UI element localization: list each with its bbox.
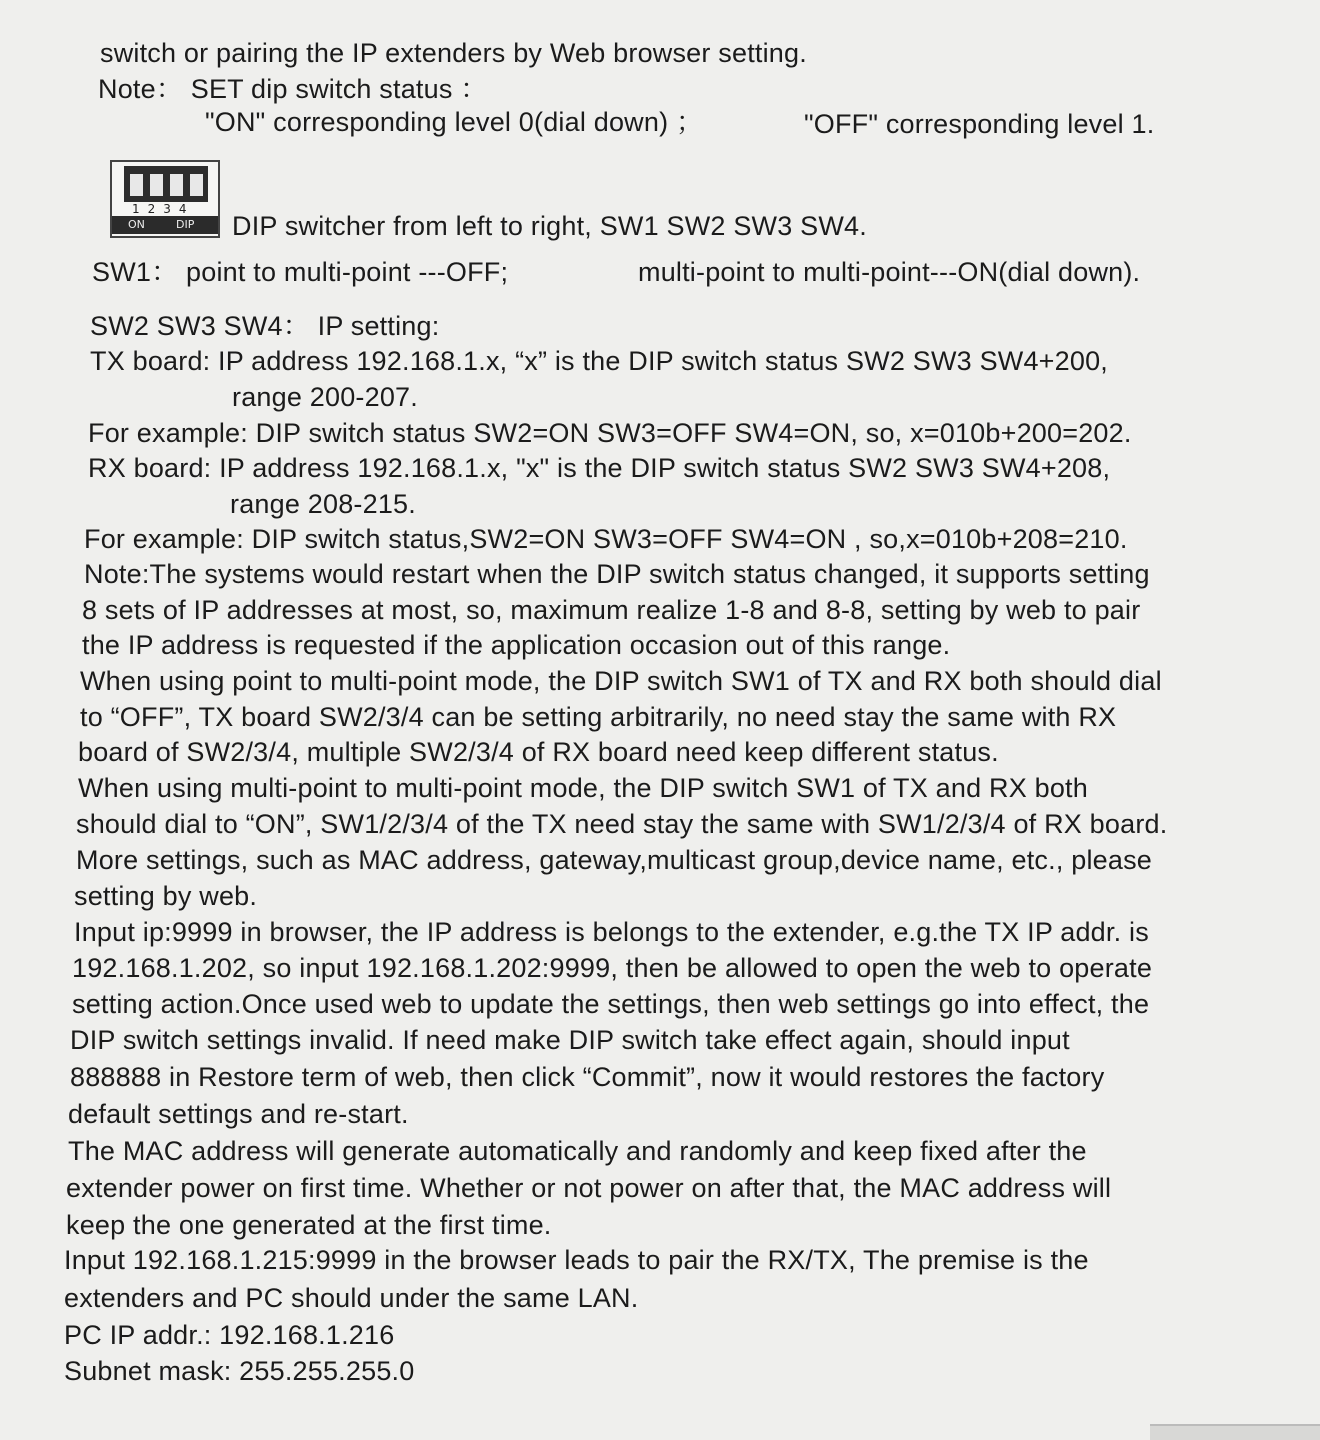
text-line: Subnet mask: 255.255.255.0	[64, 1356, 415, 1386]
dip-switch-3	[170, 174, 183, 196]
text-line: default settings and re-start.	[68, 1099, 409, 1129]
text-line: DIP switcher from left to right, SW1 SW2 SW3 SW4.	[232, 211, 867, 241]
text-line: range 200-207.	[232, 382, 418, 412]
dip-on-label: ON	[128, 218, 145, 231]
text-line: When using multi-point to multi-point mode, the DIP switch SW1 of TX and RX both	[78, 773, 1088, 803]
dip-switch-4	[190, 174, 203, 196]
dip-numbers: 1234	[132, 202, 195, 216]
dip-switch-image	[110, 160, 220, 238]
text-line: "ON" corresponding level 0(dial down) ；	[205, 107, 704, 137]
text-line: The MAC address will generate automatically and randomly and keep fixed after the	[68, 1136, 1087, 1166]
text-line: Note： SET dip switch status ：	[98, 74, 488, 104]
text-line: More settings, such as MAC address, gateway,multicast group,device name, etc., please	[76, 845, 1152, 875]
text-line: the IP address is requested if the application occasion out of this range.	[82, 630, 951, 660]
text-line: DIP switch settings invalid. If need make DIP switch take effect again, should input	[70, 1025, 1070, 1055]
text-line: "OFF" corresponding level 1.	[804, 109, 1155, 139]
dip-switch-1	[130, 174, 143, 196]
text-line: should dial to “ON”, SW1/2/3/4 of the TX need stay the same with SW1/2/3/4 of RX board.	[76, 809, 1168, 839]
text-line: RX board: IP address 192.168.1.x, "x" is the DIP switch status SW2 SW3 SW4+208,	[88, 453, 1111, 483]
text-line: keep the one generated at the first time.	[66, 1210, 552, 1240]
text-line: SW2 SW3 SW4： IP setting:	[90, 311, 440, 341]
text-line: PC IP addr.: 192.168.1.216	[64, 1320, 395, 1350]
text-line: Input 192.168.1.215:9999 in the browser leads to pair the RX/TX, The premise is the	[64, 1245, 1089, 1275]
text-line: For example: DIP switch status,SW2=ON SW3=OFF SW4=ON , so,x=010b+208=210.	[84, 524, 1128, 554]
text-line: 192.168.1.202, so input 192.168.1.202:9999, then be allowed to open the web to operate	[72, 953, 1153, 983]
dip-dip-label: DIP	[176, 218, 195, 231]
text-line: to “OFF”, TX board SW2/3/4 can be setting arbitrarily, no need stay the same with RX	[80, 702, 1117, 732]
text-line: When using point to multi-point mode, the DIP switch SW1 of TX and RX both should dial	[80, 666, 1162, 696]
dip-switch-2	[150, 174, 163, 196]
text-line: multi-point to multi-point---ON(dial down).	[638, 257, 1141, 287]
text-line: For example: DIP switch status SW2=ON SW3=OFF SW4=ON, so, x=010b+200=202.	[88, 418, 1132, 448]
dip-switch-row	[124, 166, 208, 202]
text-line: switch or pairing the IP extenders by Web browser setting.	[100, 38, 807, 68]
text-line: board of SW2/3/4, multiple SW2/3/4 of RX board need keep different status.	[78, 737, 999, 767]
text-line: extenders and PC should under the same LAN.	[64, 1283, 639, 1313]
dip-label-bar	[112, 216, 218, 234]
text-line: extender power on first time. Whether or not power on after that, the MAC address will	[66, 1173, 1112, 1203]
text-line: range 208-215.	[230, 489, 416, 519]
text-line: setting action.Once used web to update the settings, then web settings go into effect, the	[72, 989, 1150, 1019]
text-line: Note:The systems would restart when the DIP switch status changed, it supports setting	[84, 559, 1150, 589]
text-line: 888888 in Restore term of web, then click “Commit”, now it would restores the factory	[70, 1062, 1105, 1092]
text-line: Input ip:9999 in browser, the IP address is belongs to the extender, e.g.the TX IP addr. is	[74, 917, 1149, 947]
text-line: setting by web.	[74, 881, 258, 911]
text-line: SW1： point to multi-point ---OFF;	[92, 257, 509, 287]
text-line: 8 sets of IP addresses at most, so, maximum realize 1-8 and 8-8, setting by web to pair	[82, 595, 1141, 625]
text-line: TX board: IP address 192.168.1.x, “x” is the DIP switch status SW2 SW3 SW4+200,	[90, 346, 1109, 376]
